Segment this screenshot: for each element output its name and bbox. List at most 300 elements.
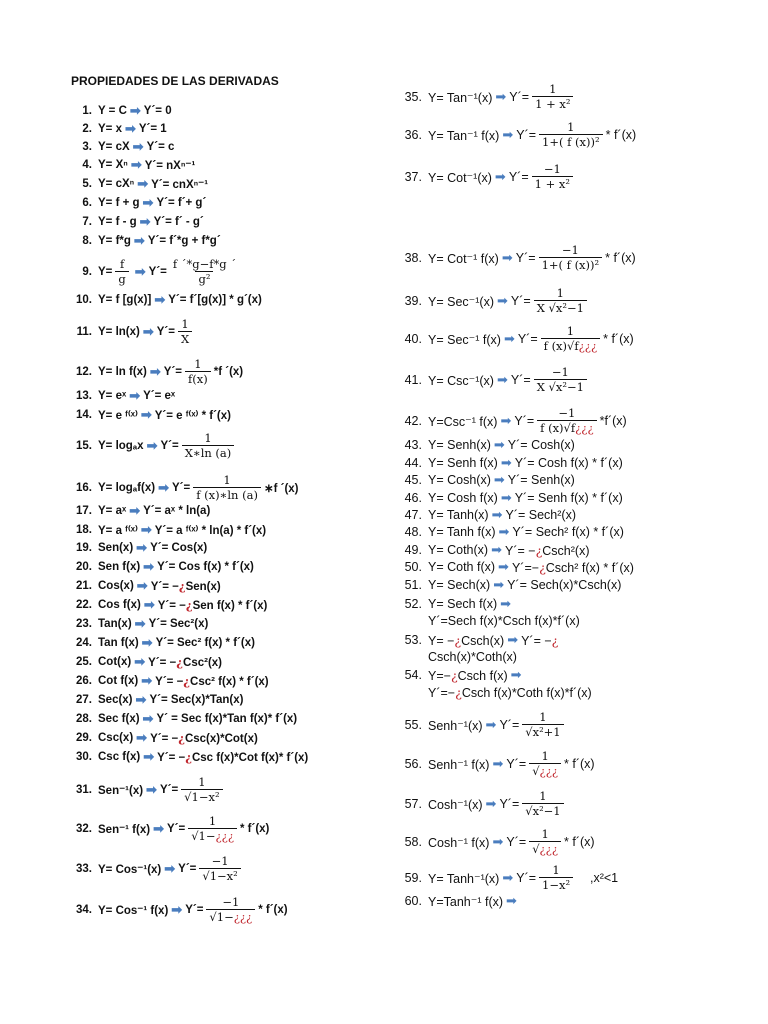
formula-rhs bbox=[508, 438, 575, 452]
formula-number: 2. bbox=[82, 123, 92, 135]
right-arrow-icon: ➡ bbox=[502, 870, 514, 885]
text-run: Csch²(x) bbox=[542, 543, 590, 558]
formula-lhs bbox=[428, 525, 496, 539]
formula-lhs bbox=[98, 637, 139, 649]
formula-number: 30. bbox=[76, 751, 92, 763]
text-run: −1 bbox=[543, 162, 561, 176]
text-run: 1 bbox=[556, 286, 564, 300]
text-run: X∗ln (a) bbox=[184, 446, 232, 460]
formula-lhs bbox=[98, 903, 168, 917]
right-arrow-icon: ➡ bbox=[493, 437, 505, 452]
text-run: Y´= bbox=[510, 373, 531, 387]
unresolved-glyph: ¿ bbox=[185, 598, 193, 612]
formula-row bbox=[70, 214, 204, 230]
formula-row bbox=[396, 366, 590, 394]
right-arrow-icon: ➡ bbox=[492, 834, 504, 849]
formula-row bbox=[396, 244, 636, 272]
formula-rhs bbox=[155, 674, 268, 688]
text-run: Y´= 1 bbox=[138, 123, 167, 135]
formula-number: 41. bbox=[404, 373, 422, 387]
fraction bbox=[532, 83, 573, 111]
right-arrow-icon: ➡ bbox=[493, 577, 505, 592]
formula-number: 14. bbox=[76, 409, 92, 421]
right-arrow-icon: ➡ bbox=[485, 717, 497, 732]
formula-tail bbox=[240, 823, 269, 835]
formula-lhs bbox=[428, 797, 483, 812]
text-run: Cosh⁻¹ f(x) bbox=[428, 835, 490, 850]
text-run: g bbox=[118, 272, 126, 286]
fraction bbox=[193, 474, 261, 502]
text-run: Csch f(x)*Coth f(x)*f´(x) bbox=[461, 685, 592, 700]
text-run: Y´ = Sec f(x)*Tan f(x)* f´(x) bbox=[156, 713, 298, 725]
text-run: Sen f(x) bbox=[98, 561, 141, 573]
formula-lhs bbox=[98, 618, 132, 630]
formula-rhs bbox=[148, 235, 221, 247]
fraction-numerator bbox=[549, 864, 562, 877]
text-run: Senh⁻¹(x) bbox=[428, 718, 483, 733]
formula-number: 26. bbox=[76, 675, 92, 687]
text-run: Y´= bbox=[514, 414, 535, 428]
text-run: f bbox=[119, 257, 125, 271]
formula-row bbox=[396, 577, 621, 593]
text-run: 1+( f (x))² bbox=[542, 135, 600, 149]
text-run: Y´= bbox=[156, 326, 175, 338]
right-arrow-icon: ➡ bbox=[149, 364, 161, 379]
fraction-numerator bbox=[564, 121, 577, 134]
fraction bbox=[199, 855, 240, 883]
formula-number: 58. bbox=[404, 835, 422, 849]
formula-rhs bbox=[143, 505, 210, 517]
text-run: √x²+1 bbox=[525, 725, 561, 739]
text-run: Cot f(x) bbox=[98, 675, 139, 687]
text-run: Y´=Sech f(x)*Csch f(x)*f´(x) bbox=[428, 614, 580, 628]
formula-lhs bbox=[428, 438, 491, 452]
formula-number: 19. bbox=[76, 542, 92, 554]
formula-row bbox=[396, 472, 575, 488]
text-run: Y´= f´+ g´ bbox=[156, 197, 207, 209]
formula-number: 8. bbox=[82, 235, 92, 247]
text-run: Y´= bbox=[517, 332, 538, 346]
fraction-denominator bbox=[178, 331, 192, 346]
text-run: √1−x² bbox=[202, 869, 238, 883]
formula-row bbox=[396, 121, 636, 149]
formula-row bbox=[70, 749, 308, 765]
formula-number: 43. bbox=[404, 438, 422, 452]
formula-row bbox=[70, 711, 297, 727]
formula-continuation bbox=[428, 685, 592, 700]
text-run: −1 bbox=[558, 406, 576, 420]
text-run: Y´= bbox=[171, 482, 191, 494]
formula-lhs bbox=[98, 783, 143, 797]
text-run: Y´= − bbox=[148, 657, 177, 669]
formula-number: 3. bbox=[82, 141, 92, 153]
formula-number: 28. bbox=[76, 713, 92, 725]
right-arrow-icon: ➡ bbox=[158, 480, 169, 495]
right-arrow-icon: ➡ bbox=[129, 388, 141, 403]
right-arrow-icon: ➡ bbox=[164, 861, 176, 876]
text-run: Csc f(x) bbox=[98, 751, 141, 763]
formula-rhs bbox=[149, 694, 243, 706]
fraction bbox=[529, 828, 561, 856]
formula-lhs bbox=[98, 105, 127, 117]
fraction-denominator bbox=[185, 371, 211, 386]
formula-row bbox=[396, 287, 590, 315]
formula-row bbox=[396, 325, 634, 353]
formula-lhs bbox=[98, 294, 151, 306]
fraction-numerator bbox=[201, 432, 214, 445]
fraction-denominator bbox=[529, 763, 561, 778]
fraction-denominator bbox=[529, 841, 561, 856]
fraction-denominator bbox=[534, 379, 587, 394]
text-run: Y= Tan⁻¹(x) bbox=[428, 90, 493, 105]
fraction-denominator bbox=[539, 877, 573, 892]
text-run: Y´= aˣ * ln(a) bbox=[143, 505, 211, 517]
formula-rhs bbox=[515, 456, 623, 470]
text-run: 1−x² bbox=[542, 878, 571, 892]
formula-number: 5. bbox=[82, 178, 92, 190]
fraction-numerator bbox=[178, 318, 191, 331]
formula-rhs bbox=[509, 170, 529, 184]
text-run: Y= Coth(x) bbox=[428, 543, 489, 557]
text-run: Y= Cosh f(x) bbox=[428, 491, 498, 505]
formula-number: 54. bbox=[404, 668, 422, 682]
formula-number: 22. bbox=[76, 599, 92, 611]
formula-lhs bbox=[98, 732, 133, 744]
formula-lhs bbox=[98, 390, 126, 402]
formula-row bbox=[70, 578, 221, 594]
formula-tail bbox=[576, 871, 618, 885]
text-run: Y´= Senh(x) bbox=[507, 473, 575, 487]
text-run: Y= Cos⁻¹(x) bbox=[98, 864, 162, 876]
right-arrow-icon: ➡ bbox=[141, 635, 153, 650]
formula-lhs bbox=[428, 332, 501, 347]
right-arrow-icon: ➡ bbox=[143, 597, 155, 612]
text-run: Y= Cot⁻¹ f(x) bbox=[428, 251, 499, 266]
formula-number: 53. bbox=[404, 633, 422, 647]
formula-rhs bbox=[172, 482, 190, 494]
formula-rhs bbox=[521, 633, 558, 648]
text-run: Y´= − bbox=[521, 633, 552, 648]
text-run: Y´= − bbox=[505, 543, 536, 558]
formula-number: 60. bbox=[404, 894, 422, 908]
formula-row bbox=[70, 358, 243, 386]
formula-number: 45. bbox=[404, 473, 422, 487]
formula-row bbox=[70, 407, 231, 423]
formula-rhs bbox=[160, 784, 178, 796]
text-run: Sen(x) bbox=[98, 542, 134, 554]
text-run: Y= ln(x) bbox=[98, 326, 140, 338]
formula-lhs bbox=[98, 440, 144, 452]
unresolved-glyph: ¿ bbox=[551, 632, 559, 648]
formula-number: 27. bbox=[76, 694, 92, 706]
formula-row bbox=[396, 828, 595, 856]
right-arrow-icon: ➡ bbox=[134, 264, 146, 279]
text-run: 1 + x² bbox=[534, 177, 570, 191]
formula-lhs bbox=[428, 90, 492, 105]
formula-row bbox=[70, 559, 254, 575]
formula-row bbox=[70, 597, 267, 613]
text-run: X √x²−1 bbox=[536, 301, 584, 315]
formula-row bbox=[396, 524, 624, 540]
right-arrow-icon: ➡ bbox=[142, 195, 154, 210]
formula-row bbox=[70, 139, 174, 155]
text-run: Y= Tan⁻¹ f(x) bbox=[428, 128, 500, 143]
formula-number: 10. bbox=[76, 294, 92, 306]
formula-rhs bbox=[514, 414, 534, 428]
formula-lhs bbox=[428, 757, 489, 772]
text-run: Y= f*g bbox=[98, 235, 131, 247]
right-arrow-icon: ➡ bbox=[142, 324, 154, 339]
formula-rhs bbox=[516, 128, 536, 142]
text-run: Csch(x) bbox=[461, 633, 505, 648]
fraction-denominator bbox=[206, 909, 255, 924]
formula-rhs bbox=[145, 158, 196, 172]
formula-lhs bbox=[428, 473, 491, 487]
text-run: f (x)√f bbox=[540, 421, 576, 435]
fraction-numerator bbox=[117, 258, 127, 271]
formula-lhs bbox=[98, 123, 122, 135]
right-arrow-icon: ➡ bbox=[507, 632, 519, 647]
text-run: Sen f(x) * f´(x) bbox=[192, 600, 268, 612]
text-run: Y´= Sec(x)*Tan(x) bbox=[149, 694, 244, 706]
formula-lhs bbox=[428, 508, 489, 522]
formula-lhs bbox=[428, 251, 499, 266]
text-run: √1− bbox=[191, 829, 216, 843]
formula-tail bbox=[264, 481, 299, 495]
text-run: Y´= Cosh(x) bbox=[507, 438, 575, 452]
formula-number: 13. bbox=[76, 390, 92, 402]
text-run: * f´(x) bbox=[239, 823, 270, 835]
formula-number: 33. bbox=[76, 863, 92, 875]
text-run: Y´= − bbox=[155, 676, 184, 688]
formula-rhs bbox=[157, 326, 175, 338]
fraction-numerator bbox=[206, 815, 219, 828]
text-run: 1 bbox=[549, 82, 557, 96]
page-title: PROPIEDADES DE LAS DERIVADAS bbox=[71, 74, 279, 88]
formula-row bbox=[70, 815, 269, 843]
formula-rhs bbox=[512, 525, 623, 539]
fraction bbox=[539, 244, 603, 272]
text-run: Sec f(x) bbox=[98, 713, 140, 725]
unresolved-glyph: ¿ bbox=[178, 731, 185, 745]
text-run: Y= cX bbox=[98, 141, 130, 153]
formula-rhs bbox=[144, 105, 172, 117]
formula-row bbox=[396, 596, 514, 612]
right-arrow-icon: ➡ bbox=[136, 578, 148, 593]
fraction bbox=[185, 358, 211, 386]
fraction-numerator bbox=[170, 258, 239, 271]
formula-row bbox=[70, 540, 207, 556]
formula-row bbox=[70, 730, 258, 746]
formula-tail bbox=[605, 251, 636, 265]
formula-number: 35. bbox=[404, 90, 422, 104]
fraction bbox=[206, 896, 255, 924]
formula-number: 51. bbox=[404, 578, 422, 592]
fraction-numerator bbox=[555, 407, 578, 420]
formula-lhs bbox=[98, 561, 140, 573]
right-arrow-icon: ➡ bbox=[503, 331, 515, 346]
fraction bbox=[541, 325, 600, 353]
text-run: Y´= bbox=[506, 835, 527, 849]
formula-row bbox=[396, 163, 576, 191]
text-run: Cosh⁻¹(x) bbox=[428, 797, 483, 812]
formula-rhs bbox=[167, 823, 185, 835]
text-run: * f´(x) bbox=[605, 251, 636, 265]
fraction bbox=[539, 121, 603, 149]
formula-number: 9. bbox=[82, 266, 92, 278]
formula-row bbox=[396, 437, 575, 453]
formula-number: 38. bbox=[404, 251, 422, 265]
text-run: Y´= f´*g + f*g´ bbox=[147, 235, 221, 247]
formula-lhs bbox=[428, 456, 498, 470]
text-run: 1+( f (x))² bbox=[541, 258, 600, 272]
text-run: Sen(x) bbox=[185, 581, 221, 593]
right-arrow-icon: ➡ bbox=[146, 438, 158, 453]
formula-number: 52. bbox=[404, 597, 422, 611]
formula-rhs bbox=[147, 141, 175, 153]
formula-lhs bbox=[98, 822, 150, 836]
fraction-numerator bbox=[209, 855, 232, 868]
formula-row bbox=[396, 790, 567, 818]
unresolved-glyph: ¿ bbox=[455, 685, 462, 700]
formula-number: 37. bbox=[404, 170, 422, 184]
right-arrow-icon: ➡ bbox=[130, 157, 142, 172]
text-run: Cos f(x) bbox=[98, 599, 141, 611]
unresolved-glyph: ¿ bbox=[450, 667, 458, 683]
formula-lhs bbox=[428, 597, 497, 611]
text-run: ∗f ´(x) bbox=[263, 483, 299, 495]
text-run: Y=Csc⁻¹ f(x) bbox=[428, 414, 498, 429]
formula-number: 25. bbox=[76, 656, 92, 668]
formula-lhs bbox=[98, 523, 138, 537]
formula-rhs bbox=[518, 332, 538, 346]
formula-row bbox=[396, 542, 590, 558]
text-run: Y= logₐf(x) bbox=[98, 482, 156, 494]
formula-tail bbox=[214, 366, 243, 378]
formula-row bbox=[396, 455, 623, 471]
formula-rhs bbox=[507, 578, 621, 592]
text-run: Y´=− bbox=[511, 560, 540, 575]
text-run: Y´= nXⁿ⁻¹ bbox=[144, 160, 196, 172]
formula-number: 20. bbox=[76, 561, 92, 573]
formula-number: 49. bbox=[404, 543, 422, 557]
formula-lhs bbox=[428, 373, 494, 388]
right-arrow-icon: ➡ bbox=[495, 89, 507, 104]
right-arrow-icon: ➡ bbox=[491, 542, 502, 557]
unresolved-glyph: ¿¿¿ bbox=[233, 910, 253, 924]
fraction bbox=[532, 163, 573, 191]
formula-rhs bbox=[499, 718, 519, 732]
text-run: Y´= Cos(x) bbox=[150, 542, 208, 554]
text-run: Y = C bbox=[98, 105, 127, 117]
text-run: Y´= bbox=[508, 170, 529, 184]
formula-row bbox=[70, 635, 255, 651]
text-run: *f ´(x) bbox=[213, 366, 244, 378]
formula-number: 21. bbox=[76, 580, 92, 592]
text-run: 1 bbox=[541, 827, 549, 841]
formula-lhs bbox=[428, 894, 503, 909]
fraction-denominator bbox=[115, 271, 128, 286]
unresolved-glyph: ¿ bbox=[454, 632, 462, 648]
text-run: Y= Cos⁻¹ f(x) bbox=[98, 905, 169, 917]
text-run: * f´(x) bbox=[564, 757, 595, 771]
formula-lhs bbox=[428, 633, 504, 648]
fraction-denominator bbox=[537, 420, 596, 435]
right-arrow-icon: ➡ bbox=[133, 233, 145, 248]
formula-rhs bbox=[168, 294, 262, 306]
fraction-denominator bbox=[522, 803, 563, 818]
formula-row bbox=[70, 432, 237, 460]
text-run: Csch f(x) bbox=[457, 668, 508, 683]
formula-tail bbox=[258, 904, 287, 916]
text-run: Y´= bbox=[506, 757, 527, 771]
text-run: Tan f(x) bbox=[98, 637, 139, 649]
formula-number: 40. bbox=[404, 332, 422, 346]
formula-lhs bbox=[428, 491, 498, 505]
formula-row bbox=[396, 559, 634, 575]
formula-number: 32. bbox=[76, 823, 92, 835]
formula-number: 44. bbox=[404, 456, 422, 470]
formula-rhs bbox=[151, 579, 221, 593]
formula-continuation bbox=[428, 614, 580, 628]
text-run: Senh⁻¹ f(x) bbox=[428, 757, 490, 772]
formula-lhs bbox=[98, 408, 138, 422]
text-run: Y´= a ᶠ⁽ˣ⁾ * ln(a) * f´(x) bbox=[154, 525, 267, 537]
fraction-numerator bbox=[536, 790, 549, 803]
formula-lhs bbox=[98, 326, 140, 338]
text-run: Y= eˣ bbox=[98, 390, 127, 402]
right-arrow-icon: ➡ bbox=[497, 293, 508, 308]
formula-number: 55. bbox=[404, 718, 422, 732]
formula-rhs bbox=[515, 491, 623, 505]
formula-row bbox=[70, 474, 299, 502]
formula-rhs bbox=[156, 637, 255, 649]
text-run: Csch² f(x) * f´(x) bbox=[545, 560, 634, 575]
formula-lhs bbox=[428, 543, 488, 557]
text-run: Y´= bbox=[148, 266, 167, 278]
text-run: Y´= eˣ bbox=[143, 390, 176, 402]
right-arrow-icon: ➡ bbox=[136, 730, 148, 745]
fraction bbox=[181, 776, 222, 804]
text-run: Y´= Sech²(x) bbox=[505, 508, 576, 522]
text-run: √ bbox=[532, 764, 540, 778]
fraction-denominator bbox=[539, 257, 603, 272]
formula-row bbox=[70, 522, 266, 538]
formula-rhs bbox=[499, 797, 519, 811]
text-run: Y´= bbox=[499, 718, 520, 732]
formula-lhs bbox=[428, 170, 492, 185]
formula-lhs bbox=[428, 128, 499, 143]
text-run: Y´= − bbox=[157, 752, 186, 764]
text-run: Y= Senh(x) bbox=[428, 438, 491, 452]
formula-continuation bbox=[428, 650, 517, 664]
text-run: 1 bbox=[198, 775, 206, 789]
formula-rhs bbox=[505, 508, 576, 522]
formula-rhs bbox=[505, 543, 590, 558]
formula-rhs bbox=[512, 560, 634, 575]
text-run: Y´= cnXⁿ⁻¹ bbox=[151, 179, 209, 191]
right-arrow-icon: ➡ bbox=[501, 250, 513, 265]
fraction-denominator bbox=[188, 828, 237, 843]
formula-rhs bbox=[160, 440, 178, 452]
formula-lhs bbox=[98, 580, 134, 592]
text-run: Y´= bbox=[160, 440, 179, 452]
text-run: Y´= bbox=[159, 784, 179, 796]
formula-rhs bbox=[139, 123, 167, 135]
formula-lhs bbox=[428, 294, 494, 309]
formula-lhs bbox=[98, 141, 130, 153]
text-run: Y´= f´ - g´ bbox=[153, 216, 204, 228]
